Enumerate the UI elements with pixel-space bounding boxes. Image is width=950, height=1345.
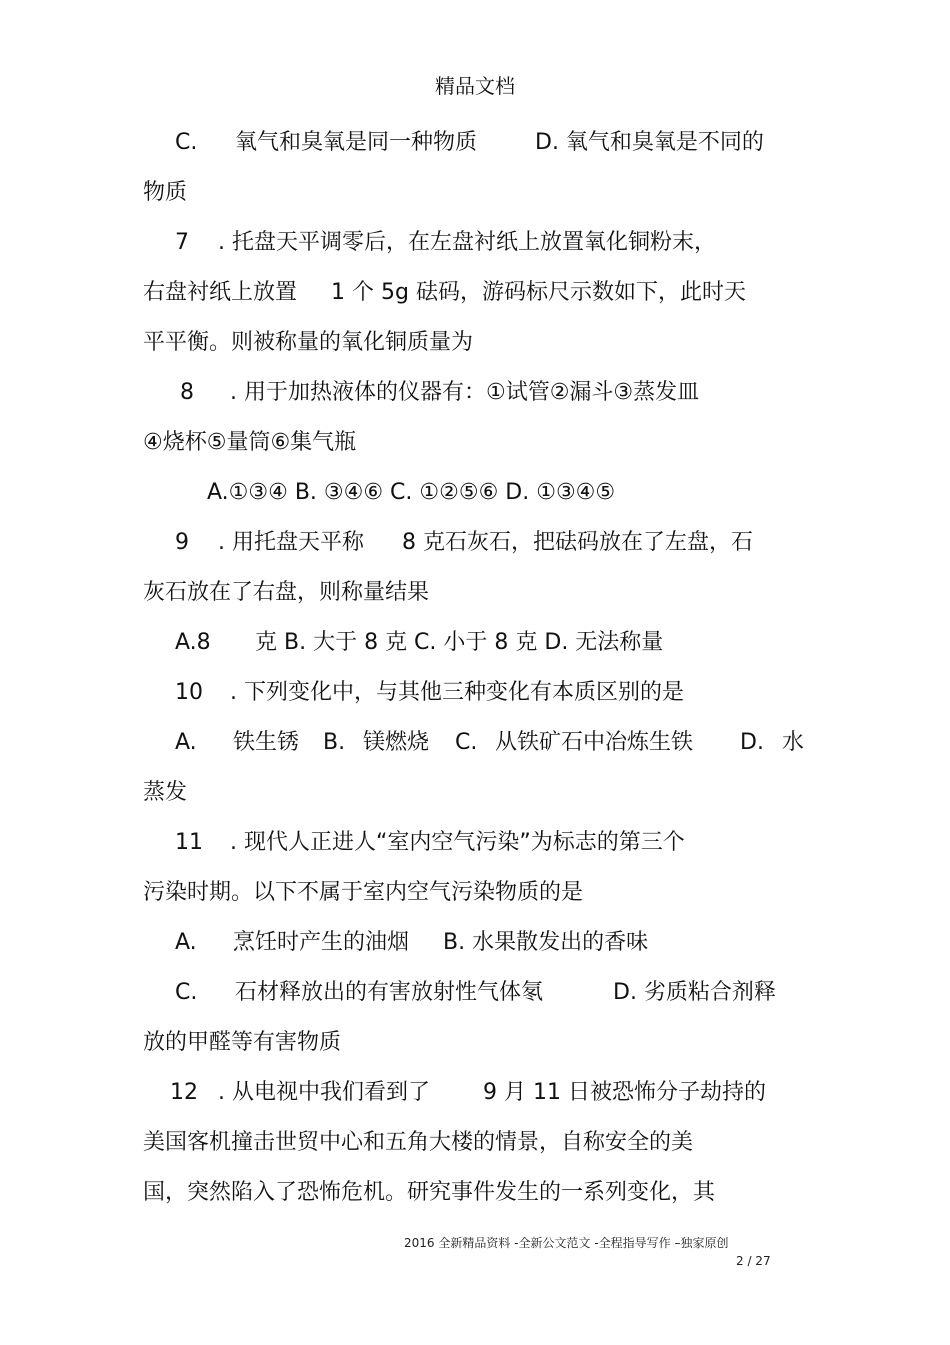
text-line-13-segment-5: C. xyxy=(455,730,478,755)
text-line-12-segment-1: 10 xyxy=(175,680,203,705)
text-line-13-segment-1: A. xyxy=(175,730,197,755)
text-line-20-segment-1: 12 xyxy=(170,1080,198,1105)
text-line-13-segment-8: 水 xyxy=(782,730,805,755)
text-line-16-segment-1: 污染时期。以下不属于室内空气污染物质的是 xyxy=(143,880,584,905)
text-line-8-segment-1: A.①③④ B. ③④⑥ C. ①②⑤⑥ D. ①③④⑤ xyxy=(207,480,616,505)
page-number: 2 / 27 xyxy=(736,1254,771,1268)
footer-text: 2016 全新精品资料 -全新公文范文 -全程指导写作 –独家原创 xyxy=(404,1236,729,1250)
text-line-9-segment-1: 9 xyxy=(175,530,189,555)
text-line-12-segment-2: . 下列变化中，与其他三种变化有本质区别的是 xyxy=(230,680,684,705)
text-line-1-segment-3: D. 氧气和臭氧是不同的 xyxy=(535,130,764,155)
text-line-13-segment-3: B. xyxy=(323,730,346,755)
text-line-3-segment-2: . 托盘天平调零后，在左盘衬纸上放置氧化铜粉末， xyxy=(218,230,716,255)
text-line-14-segment-1: 蒸发 xyxy=(143,780,188,805)
text-line-9-segment-3: 8 克石灰石，把砝码放在了左盘，石 xyxy=(402,530,753,555)
text-line-15-segment-1: 11 xyxy=(175,830,203,855)
text-line-13-segment-6: 从铁矿石中冶炼生铁 xyxy=(495,730,694,755)
text-line-17-segment-1: A. xyxy=(175,930,197,955)
text-line-1-segment-1: C. xyxy=(175,130,198,155)
text-line-5-segment-1: 平平衡。则被称量的氧化铜质量为 xyxy=(143,330,474,355)
text-line-18-segment-2: 石材释放出的有害放射性气体氡 xyxy=(235,980,544,1005)
text-line-11-segment-2: 克 B. 大于 8 克 C. 小于 8 克 D. 无法称量 xyxy=(255,630,664,655)
text-line-4-segment-2: 1 个 5g 砝码，游码标尺示数如下，此时天 xyxy=(331,280,746,305)
text-line-18-segment-1: C. xyxy=(175,980,198,1005)
text-line-13-segment-2: 铁生锈 xyxy=(233,730,300,755)
text-line-15-segment-2: . 现代人正进人“室内空气污染”为标志的第三个 xyxy=(230,830,685,855)
text-line-20-segment-2: . 从电视中我们看到了 xyxy=(218,1080,430,1105)
text-line-17-segment-2: 烹饪时产生的油烟 xyxy=(233,930,410,955)
text-line-17-segment-3: B. 水果散发出的香味 xyxy=(443,930,649,955)
text-line-10-segment-1: 灰石放在了右盘，则称量结果 xyxy=(143,580,430,605)
text-line-3-segment-1: 7 xyxy=(175,230,189,255)
page-header-title: 精品文档 xyxy=(435,74,515,98)
text-line-13-segment-7: D. xyxy=(740,730,764,755)
text-line-18-segment-3: D. 劣质粘合剂释 xyxy=(613,980,776,1005)
text-line-2-segment-1: 物质 xyxy=(143,180,188,205)
text-line-1-segment-2: 氧气和臭氧是同一种物质 xyxy=(235,130,478,155)
text-line-6-segment-2: . 用于加热液体的仪器有：①试管②漏斗③蒸发皿 xyxy=(230,380,700,405)
text-line-20-segment-3: 9 月 11 日被恐怖分子劫持的 xyxy=(483,1080,766,1105)
text-line-22-segment-1: 国，突然陷入了恐怖危机。研究事件发生的一系列变化，其 xyxy=(143,1180,716,1205)
text-line-7-segment-1: ④烧杯⑤量筒⑥集气瓶 xyxy=(143,430,357,455)
text-line-6-segment-1: 8 xyxy=(180,380,194,405)
text-line-4-segment-1: 右盘衬纸上放置 xyxy=(143,280,298,305)
text-line-9-segment-2: . 用托盘天平称 xyxy=(218,530,364,555)
text-line-11-segment-1: A.8 xyxy=(175,630,211,655)
text-line-19-segment-1: 放的甲醛等有害物质 xyxy=(143,1030,342,1055)
text-line-21-segment-1: 美国客机撞击世贸中心和五角大楼的情景，自称安全的美 xyxy=(143,1130,694,1155)
text-line-13-segment-4: 镁燃烧 xyxy=(363,730,430,755)
